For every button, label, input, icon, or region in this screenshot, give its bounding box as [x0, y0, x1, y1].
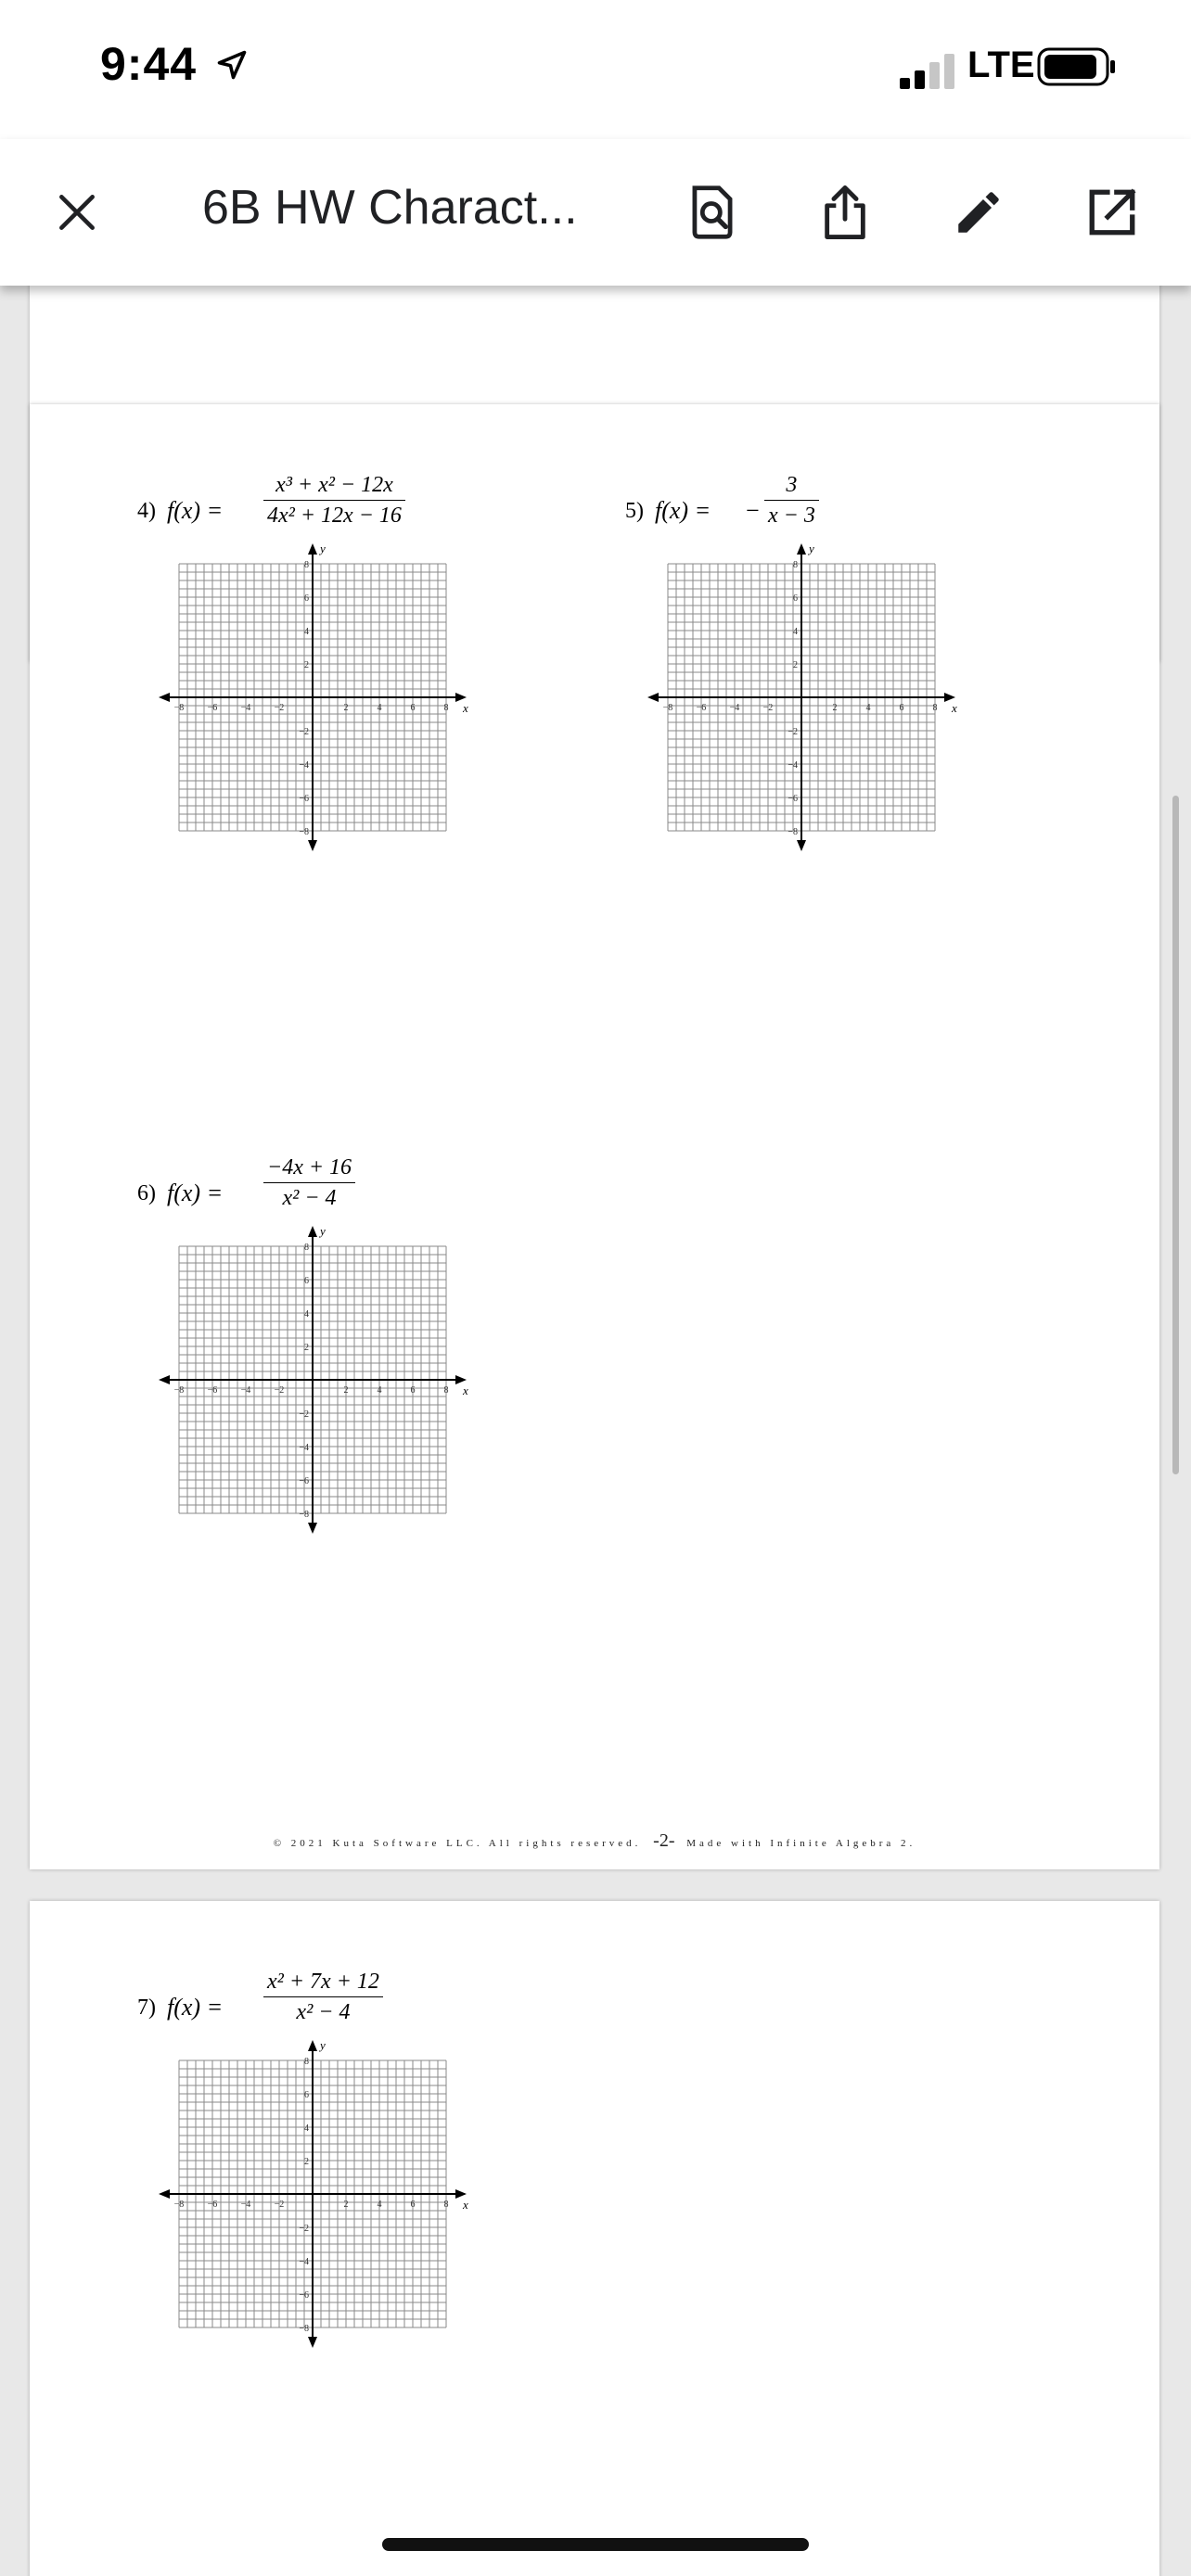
function-lhs: f(x) =: [167, 1994, 224, 2021]
x-tick-label: −2: [274, 2200, 285, 2210]
function-lhs: f(x) =: [167, 497, 224, 524]
y-tick-label: 6: [304, 2090, 309, 2100]
open-external-button[interactable]: [1080, 180, 1145, 245]
x-tick-label: −6: [207, 2200, 218, 2210]
x-tick-label: 6: [899, 703, 904, 713]
x-tick-label: −6: [207, 1385, 218, 1396]
x-tick-label: −8: [173, 2200, 185, 2210]
coordinate-grid[interactable]: [634, 543, 978, 853]
y-axis-arrow-down: [308, 2337, 317, 2348]
y-tick-label: 8: [793, 560, 798, 570]
document-page-3: [30, 1901, 1159, 2576]
y-tick-label: 8: [304, 2057, 309, 2067]
problem-number: 6): [137, 1181, 156, 1205]
x-tick-label: 8: [932, 703, 938, 713]
y-tick-label: 8: [304, 1243, 309, 1253]
negative-sign: −: [746, 497, 760, 524]
fraction-bar: [263, 1182, 355, 1183]
x-tick-label: −8: [662, 703, 673, 713]
y-axis-arrow-down: [308, 1523, 317, 1534]
y-axis-label: y: [809, 543, 814, 555]
x-axis-arrow-left: [159, 1375, 170, 1384]
y-tick-label: −2: [299, 1409, 309, 1420]
x-tick-label: −2: [762, 703, 774, 713]
x-tick-label: −6: [696, 703, 707, 713]
page-number: -2-: [653, 1830, 675, 1851]
y-tick-label: 6: [793, 593, 798, 604]
y-axis-label: y: [320, 2040, 326, 2052]
document-page-2: [30, 404, 1159, 1869]
y-tick-label: −6: [788, 794, 798, 804]
denominator: x − 3: [768, 504, 815, 528]
x-axis-arrow-left: [159, 2189, 170, 2199]
page-footer: [30, 1830, 1159, 1852]
denominator: 4x² + 12x − 16: [267, 504, 402, 528]
rational-expression: [263, 1970, 383, 2025]
status-bar: [0, 0, 1191, 139]
home-indicator[interactable]: [382, 2538, 809, 2551]
numerator: −4x + 16: [267, 1155, 352, 1180]
close-button[interactable]: [45, 180, 109, 245]
y-tick-label: −6: [299, 1476, 309, 1486]
rational-expression: [764, 473, 819, 529]
x-tick-label: 4: [377, 703, 382, 713]
y-tick-label: 2: [304, 660, 309, 670]
y-axis-arrow-up: [308, 543, 317, 555]
y-tick-label: 6: [304, 593, 309, 604]
coordinate-grid[interactable]: [146, 543, 489, 853]
share-button[interactable]: [813, 180, 877, 245]
y-tick-label: −8: [299, 827, 309, 837]
x-tick-label: 4: [865, 703, 871, 713]
fraction-bar: [764, 500, 819, 501]
problem-number: 4): [137, 499, 156, 523]
x-tick-label: 6: [410, 703, 416, 713]
y-tick-label: 4: [793, 627, 798, 637]
y-tick-label: 2: [793, 660, 798, 670]
y-axis-arrow-down: [797, 840, 806, 851]
scrollbar[interactable]: [1172, 796, 1179, 1474]
x-axis-label: x: [952, 701, 957, 715]
x-axis-arrow-left: [647, 693, 659, 702]
x-tick-label: −4: [240, 703, 251, 713]
fraction-bar: [263, 1996, 383, 1997]
numerator: 3: [786, 473, 798, 497]
x-tick-label: −4: [729, 703, 740, 713]
y-tick-label: 4: [304, 2123, 309, 2134]
function-lhs: f(x) =: [167, 1180, 224, 1206]
document-title: 6B HW Charact...: [202, 181, 578, 235]
x-tick-label: 8: [443, 1385, 449, 1396]
x-tick-label: 4: [377, 1385, 382, 1396]
x-tick-label: 6: [410, 2200, 416, 2210]
viewer-toolbar: [0, 139, 1191, 286]
y-tick-label: 2: [304, 2157, 309, 2167]
close-icon: [54, 189, 100, 236]
y-tick-label: 2: [304, 1343, 309, 1353]
edit-icon: [952, 185, 1005, 239]
x-tick-label: −8: [173, 703, 185, 713]
x-tick-label: 2: [343, 2200, 349, 2210]
edit-button[interactable]: [946, 180, 1011, 245]
rational-expression: [263, 1155, 355, 1211]
y-axis-label: y: [320, 1226, 326, 1238]
y-tick-label: 8: [304, 560, 309, 570]
x-tick-label: 2: [343, 703, 349, 713]
x-axis-label: x: [463, 2198, 468, 2212]
y-tick-label: 4: [304, 627, 309, 637]
y-axis-label: y: [320, 543, 326, 555]
y-tick-label: −4: [299, 1443, 309, 1453]
x-axis-arrow-left: [159, 693, 170, 702]
x-tick-label: −8: [173, 1385, 185, 1396]
x-tick-label: −6: [207, 703, 218, 713]
footer-copyright: © 2021 Kuta Software LLC. All rights reserved.: [273, 1838, 642, 1849]
y-tick-label: −2: [299, 2224, 309, 2234]
y-tick-label: −4: [788, 760, 798, 771]
y-axis-arrow-down: [308, 840, 317, 851]
y-tick-label: −6: [299, 794, 309, 804]
x-tick-label: 8: [443, 2200, 449, 2210]
battery-icon: [1037, 47, 1117, 86]
coordinate-grid[interactable]: [146, 1226, 489, 1536]
rational-expression: [263, 473, 405, 529]
x-axis-label: x: [463, 1384, 468, 1397]
y-axis-arrow-up: [308, 2040, 317, 2051]
x-tick-label: 8: [443, 703, 449, 713]
y-tick-label: −2: [299, 727, 309, 737]
denominator: x² − 4: [296, 2000, 351, 2024]
y-tick-label: 6: [304, 1276, 309, 1286]
x-tick-label: −2: [274, 703, 285, 713]
y-tick-label: −2: [788, 727, 798, 737]
footer-credit: Made with Infinite Algebra 2.: [686, 1838, 916, 1849]
status-time: 9:44: [100, 38, 198, 90]
open-external-icon: [1085, 185, 1139, 239]
x-tick-label: 2: [343, 1385, 349, 1396]
y-tick-label: −4: [299, 2257, 309, 2267]
find-in-page-icon: [685, 184, 739, 241]
fraction-bar: [263, 500, 405, 501]
x-tick-label: 4: [377, 2200, 382, 2210]
coordinate-grid[interactable]: [146, 2040, 489, 2350]
cellular-signal-icon: [900, 54, 957, 89]
problem-number: 5): [625, 499, 644, 523]
x-axis-label: x: [463, 701, 468, 715]
find-in-page-button[interactable]: [680, 180, 745, 245]
share-icon: [818, 183, 872, 242]
denominator: x² − 4: [282, 1186, 337, 1210]
y-tick-label: −8: [299, 2324, 309, 2334]
y-tick-label: −6: [299, 2290, 309, 2301]
x-tick-label: −2: [274, 1385, 285, 1396]
function-lhs: f(x) =: [655, 497, 711, 524]
numerator: x³ + x² − 12x: [275, 473, 393, 497]
y-axis-arrow-up: [797, 543, 806, 555]
x-tick-label: 6: [410, 1385, 416, 1396]
x-tick-label: 2: [832, 703, 838, 713]
location-arrow-icon: [215, 48, 249, 82]
y-tick-label: 4: [304, 1309, 309, 1320]
y-tick-label: −4: [299, 760, 309, 771]
network-type: LTE: [967, 45, 1035, 85]
numerator: x² + 7x + 12: [267, 1970, 379, 1994]
y-axis-arrow-up: [308, 1226, 317, 1237]
problem-number: 7): [137, 1996, 156, 2020]
x-tick-label: −4: [240, 2200, 251, 2210]
y-tick-label: −8: [788, 827, 798, 837]
document-viewer[interactable]: [0, 286, 1191, 2576]
x-tick-label: −4: [240, 1385, 251, 1396]
y-tick-label: −8: [299, 1510, 309, 1520]
